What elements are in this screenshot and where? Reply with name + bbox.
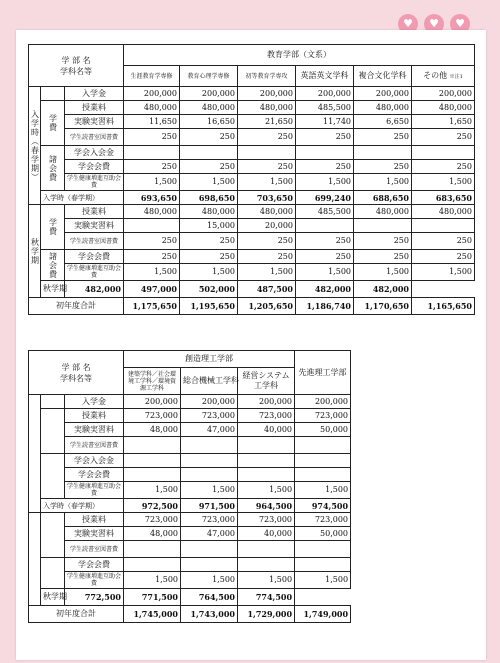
fee-value: 250 xyxy=(296,233,354,250)
fee-value: 723,000 xyxy=(124,513,181,527)
fee-value: 723,000 xyxy=(238,409,295,423)
fee-value: 1,500 xyxy=(238,264,296,281)
row-label: 学会会費 xyxy=(65,250,124,264)
fee-value: 1,500 xyxy=(180,264,238,281)
table-row xyxy=(29,219,475,233)
fee-value: 1,500 xyxy=(354,174,412,191)
fee-value: 1,500 xyxy=(296,264,354,281)
corner-header: 学 部 名 学科名等 xyxy=(29,351,124,395)
tuition-table-education xyxy=(28,44,475,315)
fee-value: 771,500 xyxy=(124,589,181,606)
row-label: 実験実習料 xyxy=(65,219,124,233)
side-label-spring: 入学時（春学期） xyxy=(29,87,41,205)
fee-value: 482,000 xyxy=(65,281,124,298)
fee-value: 1,743,000 xyxy=(181,606,238,623)
group-label-gakuhi: 学費 xyxy=(41,205,65,250)
fee-value: 40,000 xyxy=(238,423,295,437)
fee-value xyxy=(124,454,181,468)
fee-value: 1,500 xyxy=(124,482,181,499)
fee-value: 485,500 xyxy=(296,101,354,115)
fee-value xyxy=(180,146,238,160)
table-row xyxy=(29,558,351,572)
fee-value: 482,000 xyxy=(296,281,354,298)
fee-value: 1,175,650 xyxy=(124,298,180,315)
fee-value xyxy=(238,454,295,468)
fee-value: 971,500 xyxy=(181,499,238,513)
fee-value: 200,000 xyxy=(296,87,354,101)
row-label: 学生読書室図書費 xyxy=(65,233,124,250)
tuition-table-engineering xyxy=(28,350,351,623)
row-label: 授業料 xyxy=(65,205,124,219)
fee-value: 16,650 xyxy=(180,115,238,129)
fee-value: 1,165,650 xyxy=(412,298,475,315)
fee-value: 1,500 xyxy=(180,174,238,191)
fee-value: 47,000 xyxy=(181,423,238,437)
fee-value: 200,000 xyxy=(181,395,238,409)
row-label: 授業料 xyxy=(65,513,124,527)
group-label-shokai xyxy=(41,454,65,499)
fee-value: 250 xyxy=(354,160,412,174)
side-label-spring xyxy=(29,395,41,513)
table-row xyxy=(29,423,351,437)
fee-value: 703,650 xyxy=(238,191,296,205)
fee-value: 699,240 xyxy=(296,191,354,205)
fee-value xyxy=(181,454,238,468)
fee-value: 200,000 xyxy=(238,87,296,101)
row-label: 入学時（春学期） xyxy=(41,499,124,513)
document-page xyxy=(16,30,486,660)
fee-value: 1,500 xyxy=(181,482,238,499)
fee-value xyxy=(181,558,238,572)
fee-value xyxy=(124,146,180,160)
row-label: 学会入会金 xyxy=(65,454,124,468)
fee-value xyxy=(124,468,181,482)
fee-value: 1,745,000 xyxy=(124,606,181,623)
row-label: 入学金 xyxy=(65,395,124,409)
fee-value: 250 xyxy=(412,250,475,264)
fee-value xyxy=(412,146,475,160)
faculty-name-advanced: 先進理工学部 xyxy=(295,351,351,395)
table-row xyxy=(29,572,351,589)
table-row xyxy=(29,174,475,191)
fee-value: 50,000 xyxy=(295,423,351,437)
fee-value: 688,650 xyxy=(354,191,412,205)
table-row xyxy=(29,298,475,315)
fee-value: 250 xyxy=(412,233,475,250)
fee-value: 1,500 xyxy=(124,264,180,281)
fee-value: 250 xyxy=(180,233,238,250)
fee-value: 774,500 xyxy=(238,589,295,606)
fee-value xyxy=(124,541,181,558)
group-label-gakuhi xyxy=(41,513,65,558)
fee-value xyxy=(181,541,238,558)
fee-value: 1,195,650 xyxy=(180,298,238,315)
table-row xyxy=(29,281,475,298)
fee-value xyxy=(181,468,238,482)
heart-icon: ♥ xyxy=(398,14,418,34)
group-label-shokai: 諸会費 xyxy=(41,146,65,191)
fee-value xyxy=(412,219,475,233)
table-row xyxy=(29,146,475,160)
row-label: 入学金 xyxy=(65,87,124,101)
table-row xyxy=(29,264,475,281)
row-label: 学生読書室図書費 xyxy=(65,541,124,558)
fee-value: 250 xyxy=(180,250,238,264)
fee-value: 48,000 xyxy=(124,423,181,437)
row-label: 学会入会金 xyxy=(65,146,124,160)
fee-value: 502,000 xyxy=(180,281,238,298)
side-label-fall: 秋学期 xyxy=(29,205,41,298)
fee-value: 1,500 xyxy=(354,264,412,281)
fee-value: 1,500 xyxy=(295,482,351,499)
fee-value: 6,650 xyxy=(354,115,412,129)
fee-value: 11,740 xyxy=(296,115,354,129)
fee-value: 480,000 xyxy=(180,101,238,115)
fee-value: 964,500 xyxy=(238,499,295,513)
fee-value: 723,000 xyxy=(124,409,181,423)
fee-value: 1,500 xyxy=(124,572,181,589)
fee-value: 1,500 xyxy=(296,174,354,191)
row-label: 授業料 xyxy=(65,101,124,115)
fee-value: 480,000 xyxy=(412,101,475,115)
table-row xyxy=(29,115,475,129)
row-label: 学生健康増進互助会費 xyxy=(65,174,124,191)
fee-value xyxy=(238,468,295,482)
fee-value: 1,500 xyxy=(295,572,351,589)
table-row xyxy=(29,437,351,454)
dept-name: 建築学科／社会環境工学科／環境資源工学科 xyxy=(124,368,181,395)
heart-icon: ♥ xyxy=(450,14,470,34)
table-row xyxy=(29,409,351,423)
fee-value xyxy=(295,468,351,482)
fee-value: 482,000 xyxy=(354,281,412,298)
row-label: 初年度合計 xyxy=(29,298,124,315)
group-label-shokai: 諸会費 xyxy=(41,250,65,281)
faculty-name: 創造理工学部 xyxy=(124,351,295,368)
faculty-name: 教育学部（文系） xyxy=(124,45,475,66)
table-row xyxy=(29,589,351,606)
row-label: 学生健康増進互助会費 xyxy=(65,482,124,499)
table-row xyxy=(29,191,475,205)
fee-value: 1,650 xyxy=(412,115,475,129)
fee-value: 47,000 xyxy=(181,527,238,541)
fee-value xyxy=(295,454,351,468)
fee-value: 1,500 xyxy=(238,572,295,589)
fee-value: 20,000 xyxy=(238,219,296,233)
group-label-gakuhi xyxy=(41,409,65,454)
row-label: 実験実習料 xyxy=(65,527,124,541)
fee-value: 250 xyxy=(180,129,238,146)
dept-name: 総合機械工学科 xyxy=(181,368,238,395)
dept-name: 初等教育学専攻 xyxy=(238,66,296,87)
fee-value: 21,650 xyxy=(238,115,296,129)
row-label: 授業料 xyxy=(65,409,124,423)
side-label-fall xyxy=(29,513,41,606)
fee-value: 723,000 xyxy=(181,513,238,527)
row-label: 実験実習料 xyxy=(65,423,124,437)
fee-value: 250 xyxy=(238,233,296,250)
fee-value xyxy=(354,219,412,233)
fee-value: 50,000 xyxy=(295,527,351,541)
fee-value: 1,500 xyxy=(238,174,296,191)
dept-name: 教育心理学専修 xyxy=(180,66,238,87)
fee-value: 480,000 xyxy=(412,205,475,219)
table-row xyxy=(29,160,475,174)
table-row xyxy=(29,454,351,468)
row-label: 学生健康増進互助会費 xyxy=(65,264,124,281)
table-row xyxy=(29,527,351,541)
fee-value: 1,500 xyxy=(124,174,180,191)
table-row xyxy=(29,233,475,250)
fee-value: 683,650 xyxy=(412,191,475,205)
fee-value xyxy=(295,437,351,454)
dept-name: 英語英文学科 xyxy=(296,66,354,87)
fee-value: 200,000 xyxy=(124,87,180,101)
row-label: 学会会費 xyxy=(65,468,124,482)
fee-value xyxy=(295,541,351,558)
fee-value xyxy=(354,146,412,160)
fee-value: 723,000 xyxy=(295,409,351,423)
row-label: 学生読書室図書費 xyxy=(65,129,124,146)
fee-value: 250 xyxy=(412,160,475,174)
fee-value: 1,500 xyxy=(238,482,295,499)
fee-value: 698,650 xyxy=(180,191,238,205)
dept-name: 複合文化学科 xyxy=(354,66,412,87)
fee-value: 764,500 xyxy=(181,589,238,606)
fee-value xyxy=(124,558,181,572)
fee-value: 1,729,000 xyxy=(238,606,295,623)
table-row xyxy=(29,541,351,558)
group-label-shokai xyxy=(41,558,65,589)
fee-value: 1,500 xyxy=(412,264,475,281)
fee-value: 974,500 xyxy=(295,499,351,513)
table-row xyxy=(29,513,351,527)
fee-value: 250 xyxy=(412,129,475,146)
fee-value xyxy=(238,541,295,558)
fee-value: 11,650 xyxy=(124,115,180,129)
fee-value xyxy=(238,146,296,160)
fee-value: 250 xyxy=(354,129,412,146)
fee-value: 200,000 xyxy=(124,395,181,409)
table-row xyxy=(29,468,351,482)
fee-value: 200,000 xyxy=(295,395,351,409)
fee-value: 1,170,650 xyxy=(354,298,412,315)
fee-value: 485,500 xyxy=(296,205,354,219)
dept-name: 生涯教育学専修 xyxy=(124,66,180,87)
fee-value xyxy=(296,219,354,233)
row-label: 初年度合計 xyxy=(29,606,124,623)
fee-value xyxy=(124,437,181,454)
fee-value: 1,205,650 xyxy=(238,298,296,315)
fee-value xyxy=(295,558,351,572)
row-label: 学生健康増進互助会費 xyxy=(65,572,124,589)
row-label: 学生読書室図書費 xyxy=(65,437,124,454)
fee-value: 48,000 xyxy=(124,527,181,541)
row-label: 学会会費 xyxy=(65,160,124,174)
fee-value: 480,000 xyxy=(354,205,412,219)
table-row xyxy=(29,606,351,623)
row-label: 入学時（春学期） xyxy=(41,191,124,205)
fee-value: 480,000 xyxy=(124,101,180,115)
row-label: 実験実習料 xyxy=(65,115,124,129)
table-row xyxy=(29,129,475,146)
fee-value: 250 xyxy=(124,160,180,174)
fee-value: 250 xyxy=(296,129,354,146)
row-label: 秋学期 xyxy=(41,589,65,606)
dept-name: 経営システム工学科 xyxy=(238,368,295,395)
fee-value xyxy=(238,558,295,572)
fee-value: 972,500 xyxy=(124,499,181,513)
fee-value: 200,000 xyxy=(238,395,295,409)
fee-value: 480,000 xyxy=(124,205,180,219)
fee-value: 250 xyxy=(238,160,296,174)
fee-value: 250 xyxy=(180,160,238,174)
fee-value: 1,500 xyxy=(412,174,475,191)
fee-value: 250 xyxy=(296,250,354,264)
dept-name-other: その他 ※注1 xyxy=(412,66,475,87)
fee-value: 487,500 xyxy=(238,281,296,298)
fee-value xyxy=(296,146,354,160)
heart-icon: ♥ xyxy=(424,14,444,34)
fee-value: 250 xyxy=(124,233,180,250)
fee-value xyxy=(238,437,295,454)
fee-value xyxy=(181,437,238,454)
row-label: 秋学期 xyxy=(41,281,65,298)
fee-value: 200,000 xyxy=(180,87,238,101)
fee-value: 693,650 xyxy=(124,191,180,205)
fee-value: 480,000 xyxy=(354,101,412,115)
corner-header: 学 部 名 学科名等 xyxy=(29,45,124,87)
table-row xyxy=(29,499,351,513)
fee-value: 772,500 xyxy=(65,589,124,606)
fee-value: 250 xyxy=(296,160,354,174)
fee-value: 723,000 xyxy=(295,513,351,527)
table-row xyxy=(29,87,475,101)
fee-value: 250 xyxy=(238,129,296,146)
table-row xyxy=(29,395,351,409)
fee-value: 40,000 xyxy=(238,527,295,541)
group-label-gakuhi: 学費 xyxy=(41,101,65,146)
table-row xyxy=(29,250,475,264)
fee-value: 723,000 xyxy=(238,513,295,527)
fee-value: 200,000 xyxy=(354,87,412,101)
fee-value: 250 xyxy=(354,233,412,250)
fee-value: 480,000 xyxy=(180,205,238,219)
fee-value: 1,500 xyxy=(181,572,238,589)
fee-value: 480,000 xyxy=(238,101,296,115)
fee-value: 250 xyxy=(354,250,412,264)
fee-value: 497,000 xyxy=(124,281,180,298)
fee-value: 250 xyxy=(238,250,296,264)
fee-value: 723,000 xyxy=(181,409,238,423)
fee-value xyxy=(124,219,180,233)
fee-value: 1,186,740 xyxy=(296,298,354,315)
table-row xyxy=(29,101,475,115)
fee-value: 480,000 xyxy=(238,205,296,219)
fee-value: 15,000 xyxy=(180,219,238,233)
fee-value: 250 xyxy=(124,129,180,146)
table-row xyxy=(29,205,475,219)
fee-value: 200,000 xyxy=(412,87,475,101)
fee-value: 250 xyxy=(124,250,180,264)
fee-value: 1,749,000 xyxy=(295,606,351,623)
row-label: 学会会費 xyxy=(65,558,124,572)
table-row xyxy=(29,482,351,499)
